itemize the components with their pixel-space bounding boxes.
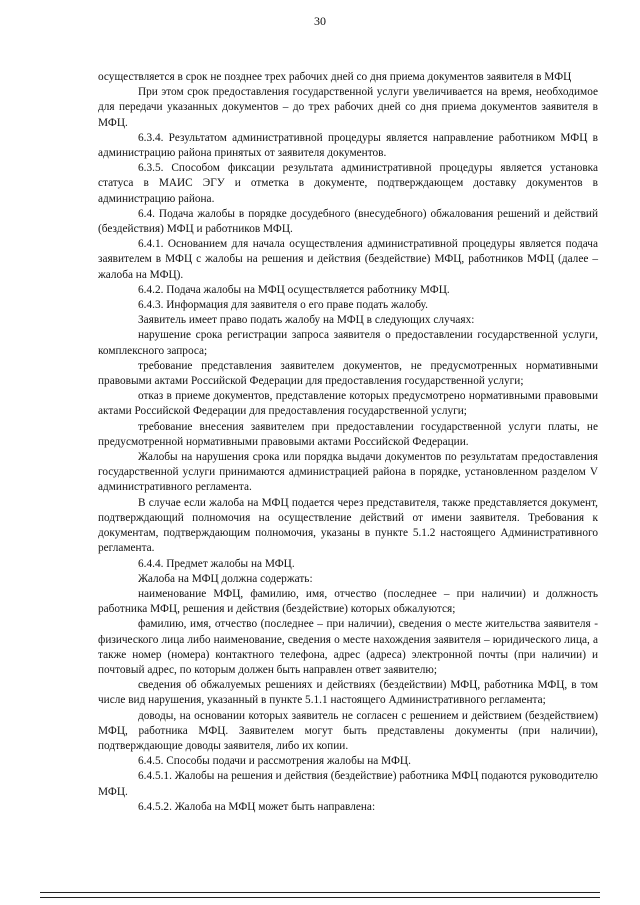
- document-body: [98, 70, 598, 815]
- paragraph: нарушение срока регистрации запроса заявителя о предоставлении государственной услуги, комплексного запроса;: [98, 329, 598, 357]
- paragraph: При этом срок предоставления государственной услуги увеличивается на время, необходимое для передачи указанных документов – до трех рабочих дней со дня приема документов заявителя в МФЦ.: [98, 86, 598, 129]
- paragraph: осуществляется в срок не позднее трех рабочих дней со дня приема документов заявителя в МФЦ: [98, 71, 572, 83]
- page-number: 30: [314, 14, 326, 28]
- paragraph: 6.4.5.1. Жалобы на решения и действия (бездействие) работника МФЦ подаются руководителю МФЦ.: [98, 770, 598, 798]
- paragraph: Жалоба на МФЦ должна содержать:: [138, 572, 313, 585]
- paragraph: 6.3.5. Способом фиксации результата административной процедуры является установка статуса в МАИС ЭГУ и отметка в документе, подтверждающем доставку документов в администрацию района.: [98, 162, 598, 205]
- paragraph: 6.4.2. Подача жалобы на МФЦ осуществляется работнику МФЦ.: [138, 283, 450, 296]
- paragraph: 6.4.5. Способы подачи и рассмотрения жалобы на МФЦ.: [138, 755, 411, 768]
- paragraph: фамилию, имя, отчество (последнее – при наличии), сведения о месте жительства заявителя - физического лица либо наименование, сведения о месте нахождения заявителя – юридического лица, а также номер (номера) контактного телефона, адрес (адреса) электронной почты (при наличии) и почтовый адрес, по которым должен быть направлен ответ заявителю;: [98, 618, 598, 676]
- paragraph: В случае если жалоба на МФЦ подается через представителя, также представляется документ, подтверждающий полномочия на осуществление действий от имени заявителя. Требования к документам, подтверждающим полномочия, указаны в пункте 5.1.2 настоящего Административного регламента.: [98, 496, 598, 555]
- paragraph: Жалобы на нарушения срока или порядка выдачи документов по результатам предоставления государственной услуги принимаются администрацией района в порядке, установленном разделом V административного регламента.: [98, 451, 598, 494]
- paragraph: Заявитель имеет право подать жалобу на МФЦ в следующих случаях:: [138, 314, 475, 327]
- paragraph: требование внесения заявителем при предоставлении государственной услуги платы, не предусмотренной нормативными правовыми актами Российской Федерации.: [98, 420, 598, 448]
- paragraph: 6.4.1. Основанием для начала осуществления административной процедуры является подача заявителем в МФЦ с жалобы на решения и действия (бездействие) МФЦ, работников МФЦ (далее – жалоба на МФЦ).: [98, 238, 598, 281]
- paragraph: требование представления заявителем документов, не предусмотренных нормативными правовыми актами Российской Федерации для предоставления государственной услуги;: [98, 359, 598, 388]
- paragraph: наименование МФЦ, фамилию, имя, отчество (последнее – при наличии) и должность работника МФЦ, решения и действия (бездействие) которых обжалуются;: [98, 587, 598, 616]
- footer-rule-top: [40, 892, 600, 893]
- paragraph: отказ в приеме документов, представление которых предусмотрено нормативными правовыми актами Российской Федерации для предоставления государственной услуги;: [98, 390, 598, 418]
- paragraph: доводы, на основании которых заявитель не согласен с решением и действием (бездействием) МФЦ, работника МФЦ. Заявителем могут быть представлены документы (при наличии), подтверждающие доводы заявителя, либо их копии.: [98, 709, 598, 752]
- paragraph: сведения об обжалуемых решениях и действиях (бездействии) МФЦ, работника МФЦ, в том числе вид нарушения, указанный в пункте 5.1.1 настоящего Административного регламента;: [98, 679, 598, 707]
- paragraph: 6.4. Подача жалобы в порядке досудебного (внесудебного) обжалования решений и действий (бездействия) МФЦ и работников МФЦ.: [98, 207, 598, 236]
- paragraph: 6.3.4. Результатом административной процедуры является направление работником МФЦ в администрацию района принятых от заявителя документов.: [98, 131, 598, 160]
- paragraph: 6.4.3. Информация для заявителя о его праве подать жалобу.: [138, 299, 428, 312]
- paragraph: 6.4.4. Предмет жалобы на МФЦ.: [138, 557, 295, 570]
- paragraph: 6.4.5.2. Жалоба на МФЦ может быть направлена:: [138, 800, 376, 813]
- footer-rule-bottom: [40, 897, 600, 898]
